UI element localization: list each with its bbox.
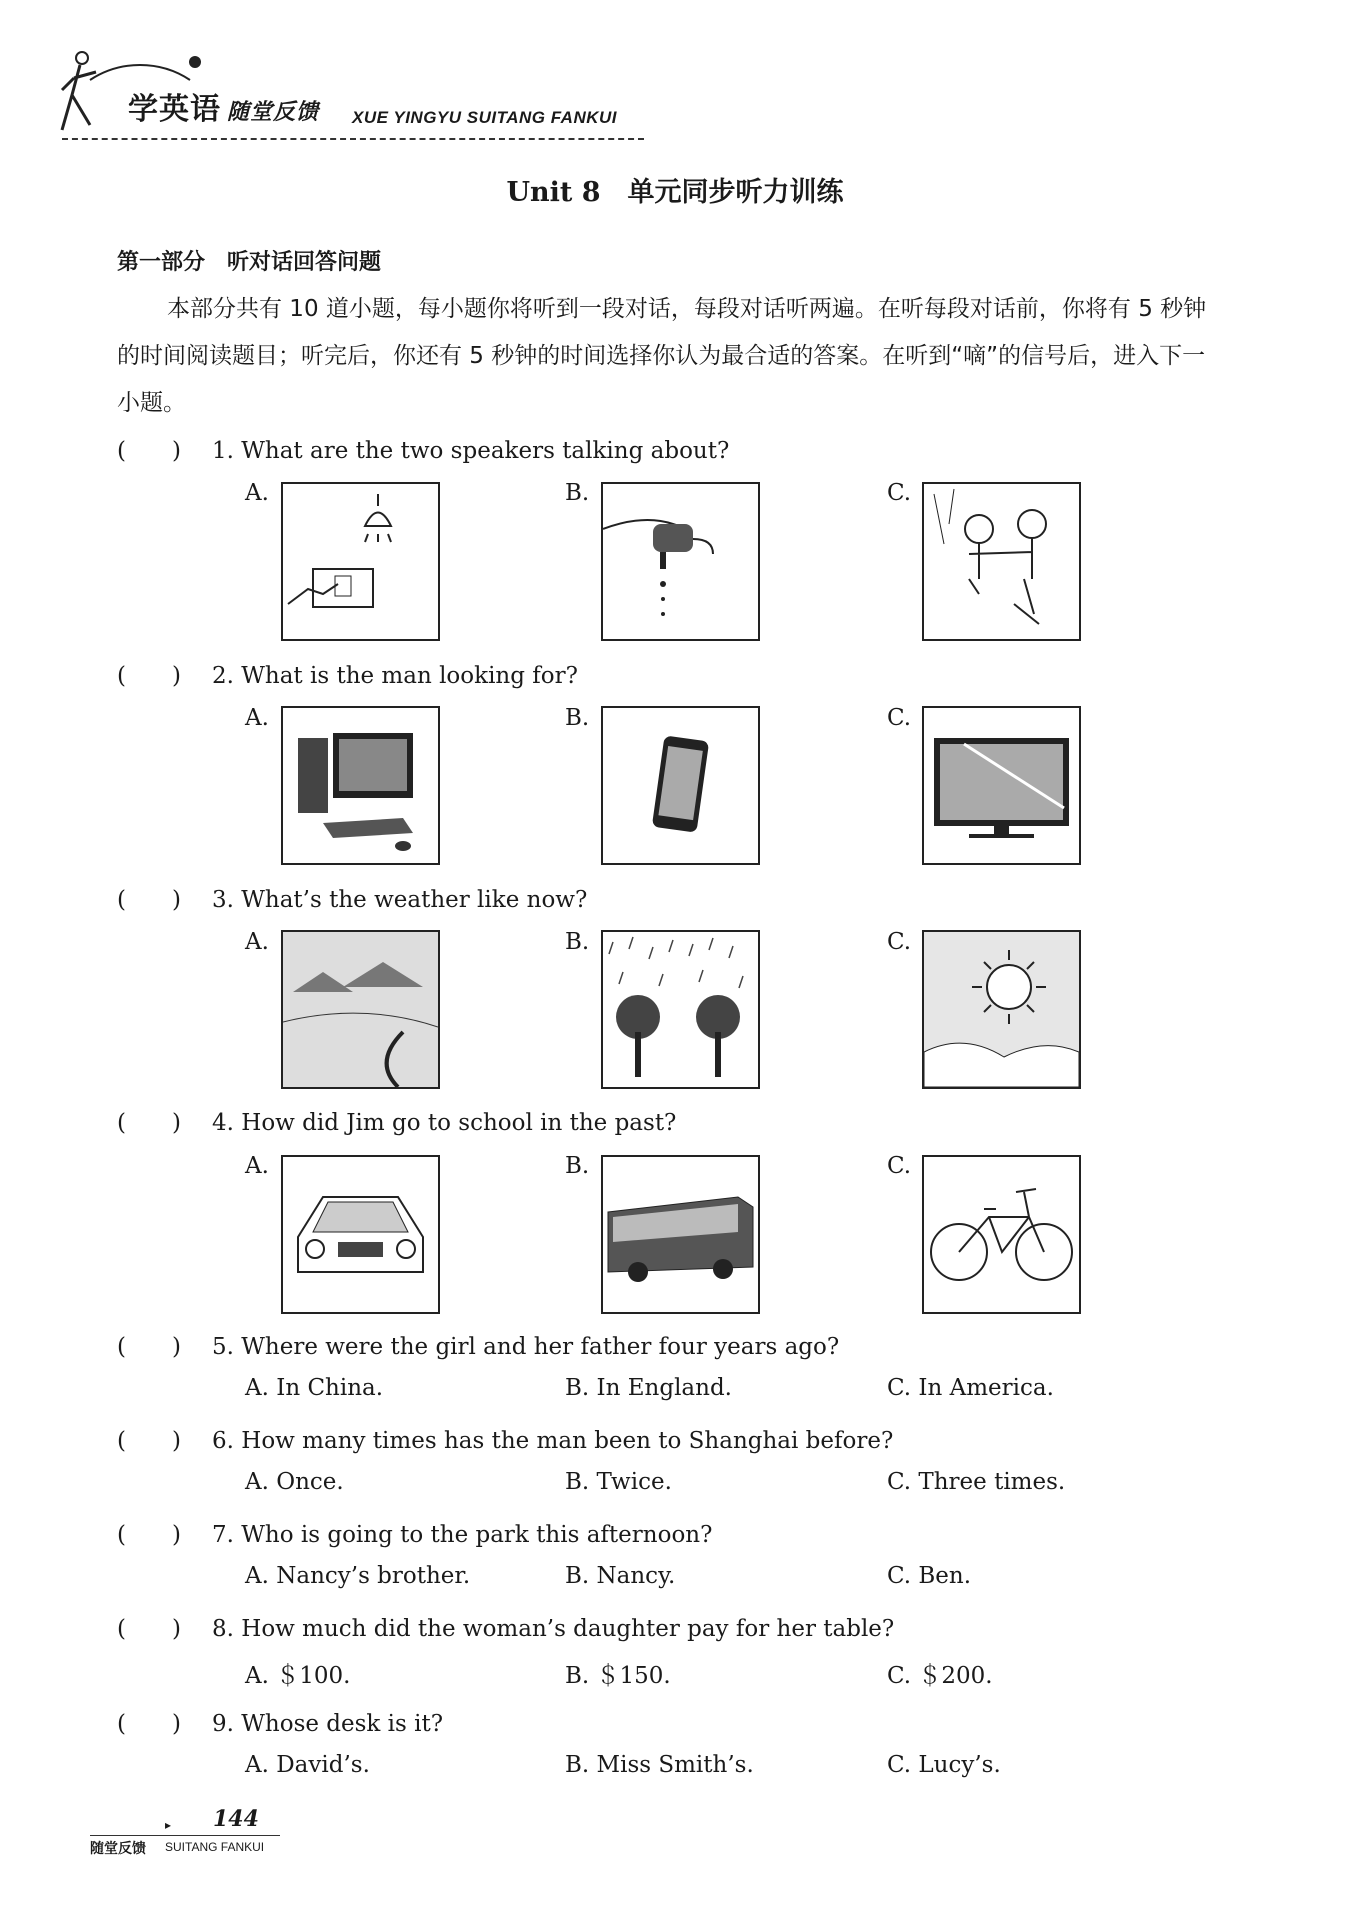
option-letter: A. bbox=[245, 1375, 269, 1401]
question-6 bbox=[117, 1422, 893, 1455]
sunny-hills-picture[interactable] bbox=[922, 930, 1081, 1089]
option-letter-a: A. bbox=[245, 705, 269, 731]
option-c[interactable] bbox=[887, 1375, 1054, 1401]
option-a[interactable] bbox=[245, 1657, 350, 1690]
section-instructions: 本部分共有 10 道小题，每小题你将听到一段对话，每段对话听两遍。在听每段对话前，你将有 5 秒钟的时间阅读题目；听完后，你还有 5 秒钟的时间选择你认为最合适的答案。在听到“嘀”的信号后，进入下一小题。 bbox=[117, 296, 1207, 416]
answer-blank[interactable]: ( ) bbox=[117, 1334, 181, 1360]
light-switch-lamp-picture[interactable] bbox=[281, 482, 440, 641]
option-letter: C. bbox=[887, 1752, 912, 1778]
header-brand-main: 学英语 bbox=[128, 92, 221, 127]
bicycle-picture[interactable] bbox=[922, 1155, 1081, 1314]
answer-blank[interactable]: ( ) bbox=[117, 1522, 181, 1548]
option-letter-b: B. bbox=[565, 929, 590, 955]
dripping-tap-picture[interactable] bbox=[601, 482, 760, 641]
answer-blank[interactable]: ( ) bbox=[117, 1110, 181, 1136]
question-number: 2. bbox=[212, 663, 234, 689]
option-text: Miss Smith’s. bbox=[596, 1752, 754, 1778]
answer-blank[interactable]: ( ) bbox=[117, 438, 181, 464]
question-text: How much did the woman’s daughter pay for her table? bbox=[241, 1616, 895, 1642]
option-letter: B. bbox=[565, 1563, 590, 1589]
bus-picture[interactable] bbox=[601, 1155, 760, 1314]
option-text: In China. bbox=[276, 1375, 384, 1401]
header-divider bbox=[62, 138, 644, 140]
option-b[interactable] bbox=[565, 1375, 732, 1401]
mobile-phone-picture[interactable] bbox=[601, 706, 760, 865]
option-text: Nancy’s brother. bbox=[276, 1563, 471, 1589]
question-1 bbox=[117, 432, 729, 465]
option-letter-c: C. bbox=[887, 1153, 912, 1179]
question-number: 6. bbox=[212, 1428, 234, 1454]
option-text: In England. bbox=[596, 1375, 732, 1401]
question-text: What’s the weather like now? bbox=[241, 887, 588, 913]
option-text: Three times. bbox=[918, 1469, 1066, 1495]
option-a[interactable] bbox=[245, 1752, 370, 1778]
question-number: 8. bbox=[212, 1616, 234, 1642]
option-text: In America. bbox=[918, 1375, 1054, 1401]
option-text: Nancy. bbox=[596, 1563, 676, 1589]
option-letter-c: C. bbox=[887, 480, 912, 506]
option-letter: C. bbox=[887, 1469, 912, 1495]
option-b[interactable] bbox=[565, 1657, 671, 1690]
option-a[interactable] bbox=[245, 1563, 470, 1589]
answer-blank[interactable]: ( ) bbox=[117, 1711, 181, 1737]
footer-divider bbox=[90, 1835, 280, 1836]
option-letter-a: A. bbox=[245, 1153, 269, 1179]
option-letter-a: A. bbox=[245, 480, 269, 506]
header-brand-sub: 随堂反馈 bbox=[227, 100, 320, 125]
answer-blank[interactable]: ( ) bbox=[117, 663, 181, 689]
section-heading: 第一部分 听对话回答问题 bbox=[117, 250, 382, 275]
option-letter: A. bbox=[245, 1663, 269, 1689]
car-picture[interactable] bbox=[281, 1155, 440, 1314]
question-number: 5. bbox=[212, 1334, 234, 1360]
question-text: What is the man looking for? bbox=[241, 663, 578, 689]
footer-brand-cn: 随堂反馈 bbox=[90, 1841, 146, 1857]
option-c[interactable] bbox=[887, 1657, 993, 1690]
page-title: Unit 8 单元同步听力训练 bbox=[506, 177, 844, 208]
question-7 bbox=[117, 1516, 712, 1549]
option-text: Once. bbox=[276, 1469, 344, 1495]
option-letter: B. bbox=[565, 1752, 590, 1778]
question-number: 4. bbox=[212, 1110, 234, 1136]
question-number: 3. bbox=[212, 887, 234, 913]
option-text: Ben. bbox=[918, 1563, 972, 1589]
header-brand-en: XUE YINGYU SUITANG FANKUI bbox=[352, 108, 618, 127]
option-c[interactable] bbox=[887, 1563, 971, 1589]
option-letter-b: B. bbox=[565, 705, 590, 731]
option-text: Twice. bbox=[596, 1469, 672, 1495]
option-letter: A. bbox=[245, 1752, 269, 1778]
question-3 bbox=[117, 881, 587, 914]
option-text: ＄150. bbox=[596, 1663, 671, 1689]
answer-blank[interactable]: ( ) bbox=[117, 887, 181, 913]
footer-brand-en: SUITANG FANKUI bbox=[165, 1840, 265, 1854]
option-letter: B. bbox=[565, 1663, 590, 1689]
question-5 bbox=[117, 1328, 839, 1361]
option-c[interactable] bbox=[887, 1469, 1065, 1495]
option-text: ＄100. bbox=[276, 1663, 351, 1689]
option-letter-b: B. bbox=[565, 1153, 590, 1179]
question-text: Whose desk is it? bbox=[241, 1711, 444, 1737]
option-letter: A. bbox=[245, 1563, 269, 1589]
option-b[interactable] bbox=[565, 1563, 675, 1589]
question-text: Where were the girl and her father four years ago? bbox=[241, 1334, 840, 1360]
question-number: 9. bbox=[212, 1711, 234, 1737]
option-letter-a: A. bbox=[245, 929, 269, 955]
option-letter: C. bbox=[887, 1663, 912, 1689]
option-text: ＄200. bbox=[918, 1663, 993, 1689]
question-2 bbox=[117, 657, 578, 690]
snowy-village-picture[interactable] bbox=[281, 930, 440, 1089]
television-picture[interactable] bbox=[922, 706, 1081, 865]
question-number: 1. bbox=[212, 438, 234, 464]
footer-arrow-icon: ▸ bbox=[165, 1818, 172, 1832]
option-b[interactable] bbox=[565, 1469, 672, 1495]
question-text: How did Jim go to school in the past? bbox=[241, 1110, 677, 1136]
question-number: 7. bbox=[212, 1522, 234, 1548]
option-text: David’s. bbox=[276, 1752, 370, 1778]
option-letter: B. bbox=[565, 1469, 590, 1495]
option-c[interactable] bbox=[887, 1752, 1001, 1778]
option-text: Lucy’s. bbox=[918, 1752, 1001, 1778]
option-letter: A. bbox=[245, 1469, 269, 1495]
option-letter: B. bbox=[565, 1375, 590, 1401]
question-9 bbox=[117, 1705, 443, 1738]
question-text: What are the two speakers talking about? bbox=[241, 438, 730, 464]
answer-blank[interactable]: ( ) bbox=[117, 1428, 181, 1454]
children-planting-trees-picture[interactable] bbox=[922, 482, 1081, 641]
option-letter-c: C. bbox=[887, 929, 912, 955]
option-letter-c: C. bbox=[887, 705, 912, 731]
question-8 bbox=[117, 1610, 894, 1643]
question-text: How many times has the man been to Shanghai before? bbox=[241, 1428, 894, 1454]
desktop-computer-picture[interactable] bbox=[281, 706, 440, 865]
page-number: 144 bbox=[213, 1806, 259, 1832]
header-brand-cn bbox=[128, 84, 319, 128]
question-4 bbox=[117, 1104, 676, 1137]
option-b[interactable] bbox=[565, 1752, 754, 1778]
rainy-trees-picture[interactable] bbox=[601, 930, 760, 1089]
option-letter-b: B. bbox=[565, 480, 590, 506]
option-a[interactable] bbox=[245, 1469, 344, 1495]
option-letter: C. bbox=[887, 1563, 912, 1589]
answer-blank[interactable]: ( ) bbox=[117, 1616, 181, 1642]
option-a[interactable] bbox=[245, 1375, 383, 1401]
question-text: Who is going to the park this afternoon? bbox=[241, 1522, 713, 1548]
option-letter: C. bbox=[887, 1375, 912, 1401]
